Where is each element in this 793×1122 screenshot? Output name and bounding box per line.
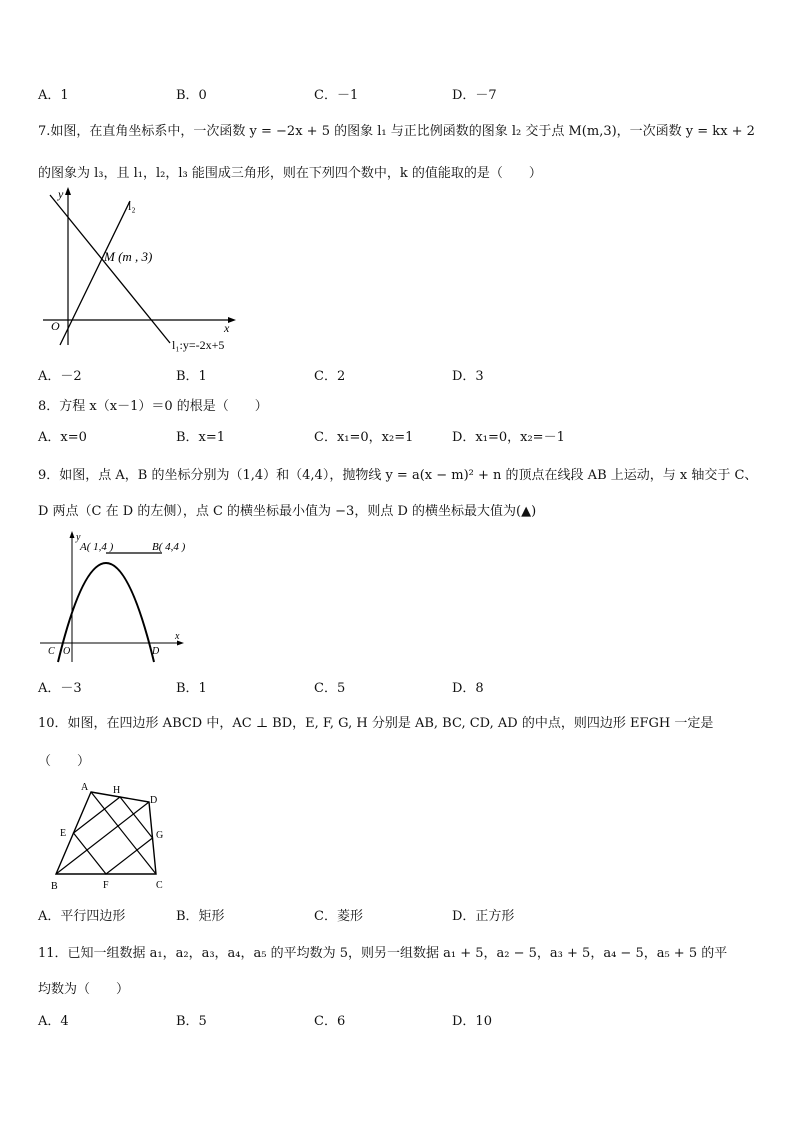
- q11-stem-line2: 均数为（ ）: [38, 982, 130, 997]
- q10-option-d[interactable]: D．正方形: [452, 909, 515, 924]
- q9-fig-y: y: [76, 532, 81, 543]
- prev-option-c[interactable]: C．－1: [314, 88, 359, 103]
- q7-option-b[interactable]: B．1: [176, 369, 207, 384]
- q11-option-b[interactable]: B．5: [176, 1014, 207, 1029]
- q9-figure: [38, 530, 198, 665]
- q11-option-c[interactable]: C．6: [314, 1014, 346, 1029]
- q7-stem-line1: 7.如图，在直角坐标系中，一次函数 y = −2x + 5 的图象 l₁ 与正比例函数的图象 l₂ 交于点 M(m,3)，一次函数 y = kx + 2: [38, 124, 755, 139]
- q7-option-d[interactable]: D．3: [452, 369, 484, 384]
- q10-fig-d: D: [150, 795, 158, 806]
- q7-fig-origin: O: [51, 319, 60, 333]
- prev-option-b[interactable]: B．0: [176, 88, 207, 103]
- q11-option-a[interactable]: A．4: [38, 1014, 69, 1029]
- q8-option-d[interactable]: D．x₁=0，x₂=－1: [452, 430, 565, 445]
- q10-fig-e: E: [60, 828, 67, 839]
- q10-stem-line2: （ ）: [38, 754, 91, 769]
- q7-option-a[interactable]: A．－2: [38, 369, 82, 384]
- q7-fig-l2: l₂: [128, 199, 136, 213]
- q9-option-d[interactable]: D．8: [452, 681, 484, 696]
- q9-fig-d: D: [152, 646, 160, 657]
- q10-figure: [44, 778, 174, 893]
- q7-option-c[interactable]: C．2: [314, 369, 346, 384]
- q9-fig-c: C: [48, 646, 55, 657]
- q10-option-b[interactable]: B．矩形: [176, 909, 225, 924]
- q9-option-c[interactable]: C．5: [314, 681, 346, 696]
- q7-fig-y: y: [58, 187, 64, 201]
- q8-stem: 8．方程 x（x－1）＝0 的根是（ ）: [38, 399, 268, 414]
- q7-stem-line2: 的图象为 l₃，且 l₁，l₂，l₃ 能围成三角形，则在下列四个数中，k 的值能取的是（ ）: [38, 166, 542, 181]
- q7-figure: [38, 185, 258, 360]
- q9-fig-b: B( 4,4 ): [152, 541, 186, 553]
- q9-fig-x: x: [175, 631, 180, 642]
- q9-stem-line1: 9．如图，点 A，B 的坐标分别为（1,4）和（4,4），抛物线 y = a(x − m)² + n 的顶点在线段 AB 上运动，与 x 轴交于 C、: [38, 468, 758, 483]
- q10-option-a[interactable]: A．平行四边形: [38, 909, 126, 924]
- q7-fig-m: M (m , 3): [104, 249, 153, 264]
- q8-option-b[interactable]: B．x=1: [176, 430, 226, 445]
- q11-stem-line1: 11．已知一组数据 a₁，a₂，a₃，a₄，a₅ 的平均数为 5，则另一组数据 a₁ + 5，a₂ − 5，a₃ + 5，a₄ − 5，a₅ + 5 的平: [38, 946, 728, 961]
- q10-fig-a: A: [81, 782, 89, 793]
- q9-option-b[interactable]: B．1: [176, 681, 207, 696]
- q10-fig-c: C: [156, 880, 163, 891]
- q10-fig-h: H: [113, 785, 121, 796]
- q7-fig-l1: l₁:y=-2x+5: [172, 338, 225, 352]
- prev-option-d[interactable]: D．－7: [452, 88, 497, 103]
- prev-option-a[interactable]: A．1: [38, 88, 69, 103]
- q11-option-d[interactable]: D．10: [452, 1014, 492, 1029]
- q10-fig-b: B: [51, 881, 58, 892]
- q8-option-c[interactable]: C．x₁=0，x₂=1: [314, 430, 414, 445]
- q10-stem-line1: 10．如图，在四边形 ABCD 中，AC ⊥ BD，E, F, G, H 分别是 AB, BC, CD, AD 的中点，则四边形 EFGH 一定是: [38, 716, 714, 731]
- q8-option-a[interactable]: A．x=0: [38, 430, 87, 445]
- q7-fig-x: x: [224, 321, 230, 335]
- q10-fig-f: F: [103, 880, 109, 891]
- q10-option-c[interactable]: C．菱形: [314, 909, 363, 924]
- q9-option-a[interactable]: A．－3: [38, 681, 82, 696]
- q9-fig-a: A( 1,4 ): [80, 541, 114, 553]
- q9-fig-o: O: [63, 646, 71, 657]
- q10-fig-g: G: [156, 830, 164, 841]
- q9-stem-line2: D 两点（C 在 D 的左侧），点 C 的横坐标最小值为 −3，则点 D 的横坐标最大值为(▲): [38, 504, 537, 519]
